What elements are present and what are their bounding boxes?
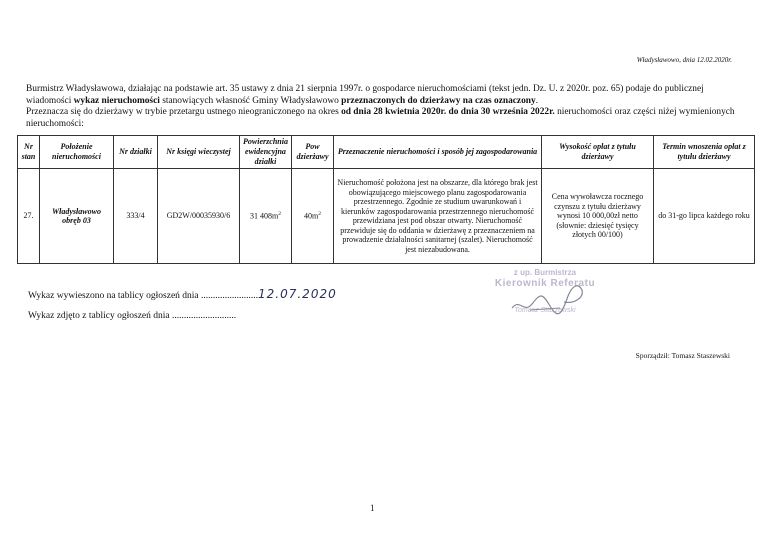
- table-row: [18, 169, 755, 264]
- header-plot: Nr działki: [114, 136, 158, 169]
- cell-nr: 27.: [18, 169, 40, 264]
- header-nr: Nr stan: [18, 136, 40, 169]
- posted-handwritten-date: 12.07.2020: [258, 287, 337, 301]
- header-due-date: Termin wnoszenia opłat z tytułu dzierżawy: [654, 136, 755, 169]
- header-land-register: Nr księgi wieczystej: [158, 136, 240, 169]
- intro-paragraph-1: Burmistrz Władysławowa, działając na podstawie art. 35 ustawy z dnia 21 sierpnia 1997r. o gospodarce nieruchomościami (tekst jedn. Dz. U. z 2020r. poz. 65) podaje do publicznej wiadomości wykaz nieruchomości stanowiących własność Gminy Władysławowo przeznaczonych do dzierżawy na czas oznaczony.: [26, 84, 704, 106]
- header-lease-area: Pow dzierżawy: [292, 136, 334, 169]
- header-location: Położenie nieruchomości: [40, 136, 114, 169]
- header-fee: Wysokość opłat z tytułu dzierżawy: [542, 136, 654, 169]
- intro-text: [26, 84, 742, 130]
- prepared-by: Sporządził: Tomasz Staszewski: [635, 351, 730, 360]
- signature-icon: [502, 274, 592, 322]
- cell-due-date: do 31-go lipca każdego roku: [654, 169, 755, 264]
- cell-location: Władysławowo obręb 03: [40, 169, 114, 264]
- posted-label: Wykaz wywieszono na tablicy ogłoszeń dnia: [28, 291, 202, 301]
- cell-area: 31 $408m^2$: [240, 169, 292, 264]
- cell-land-register: GD2W/00035930/6: [158, 169, 240, 264]
- stamp-line-1: z up. Burmistrza: [513, 268, 577, 277]
- cell-plot: 333/4: [114, 169, 158, 264]
- posted-dots: ........................: [201, 291, 259, 301]
- stamp-line-3: Tomasz Staszewski: [514, 307, 576, 314]
- property-table: [17, 135, 755, 264]
- cell-fee: Cena wywoławcza rocznego czynszu z tytułu dzierżawy wynosi 10 000,00zł netto (słownie: dziesięć tysięcy złotych 00/100): [542, 169, 654, 264]
- header-area: Powierzchnia ewidencyjna działki: [240, 136, 292, 169]
- removed-dots: ...........................: [171, 311, 237, 321]
- official-stamp: [480, 268, 610, 326]
- cell-purpose: Nieruchomość położona jest na obszarze, dla którego brak jest obowiązującego miejscowego planu zagospodarowania przestrzennego. Zgodnie ze studium uwarunkowań i kierunków zagospodarowania przestrzennego nieruchomość przewidziana jest pod obszar otwarty. Nieruchomość przewiduje się do oddania w dzierżawę z przeznaczeniem na prowadzenie działalności sanitarnej (szalet). Nieruchomość jest niezabudowana.: [334, 169, 542, 264]
- page-number: 1: [370, 503, 375, 513]
- removed-line: [28, 311, 236, 321]
- header-purpose: Przeznaczenie nieruchomości i sposób jej zagospodarowania: [334, 136, 542, 169]
- table-header-row: [18, 136, 755, 169]
- removed-label: Wykaz zdjęto z tablicy ogłoszeń dnia: [28, 311, 172, 321]
- cell-lease-area: $40m^2$: [292, 169, 334, 264]
- intro-paragraph-2: Przeznacza się do dzierżawy w trybie przetargu ustnego nieograniczonego na okres od dnia 28 kwietnia 2020r. do dnia 30 września 2022r. nieruchomości oraz części niżej wymienionych nieruchomości:: [26, 107, 735, 129]
- posted-line: [28, 287, 337, 301]
- stamp-line-2: Kierownik Referatu: [494, 278, 596, 289]
- place-date: Władysławowo, dnia 12.02.2020r.: [636, 56, 732, 64]
